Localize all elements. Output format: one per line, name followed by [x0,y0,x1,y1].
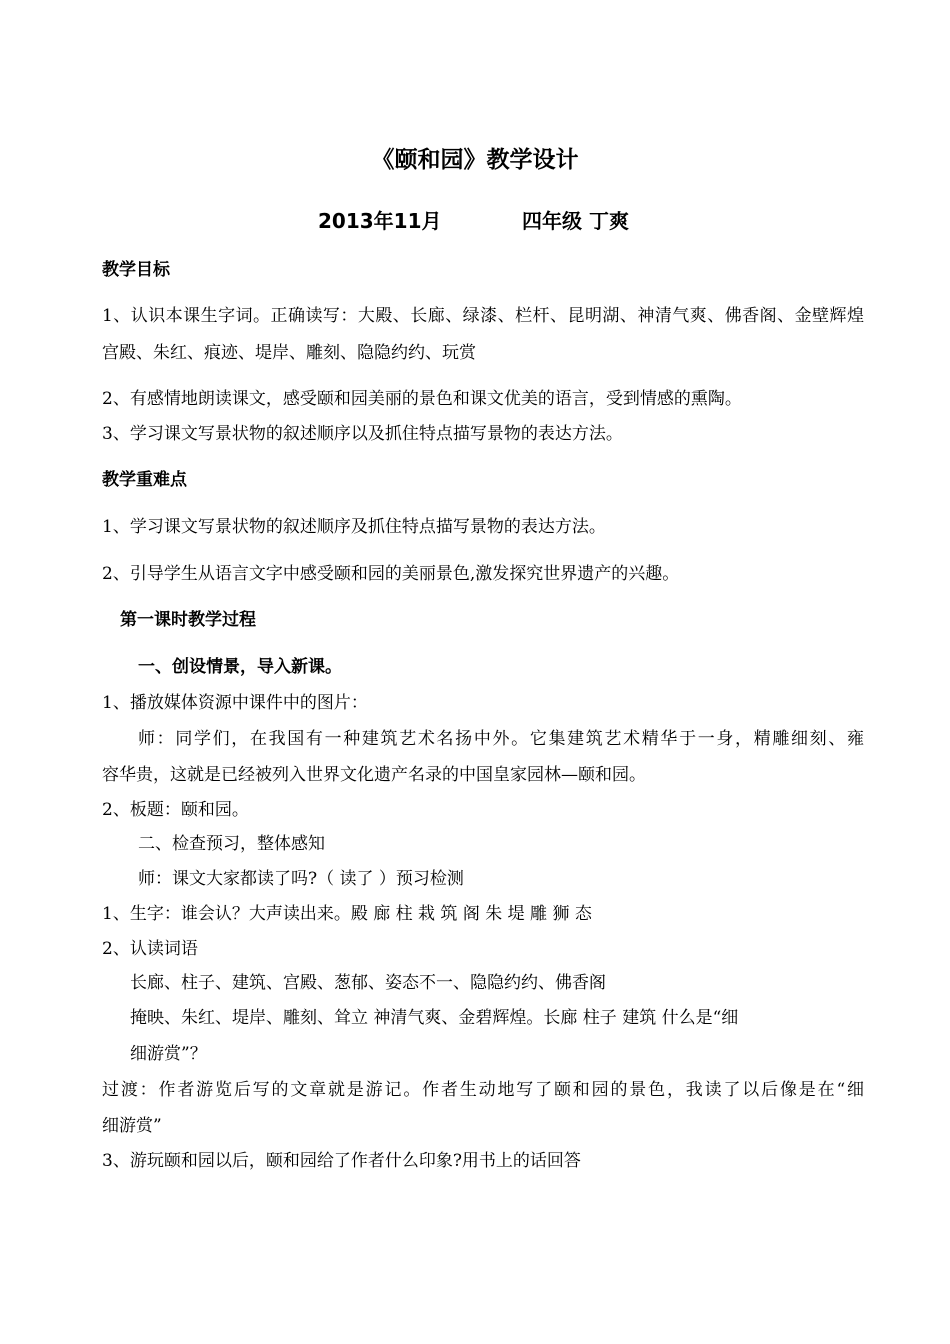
section-2-item-3: 3、游玩颐和园以后，颐和园给了作者什么印象?用书上的话回答 [102,1151,581,1171]
goals-item-1-line-1: 1、认识本课生字词。正确读写：大殿、长廊、绿漆、栏杆、昆明湖、神清气爽、佛香阁、金壁辉煌 [102,306,864,326]
section-1-heading: 一、创设情景，导入新课。 [138,657,342,677]
goals-item-1-line-2: 宫殿、朱红、痕迹、堤岸、雕刻、隐隐约约、玩赏 [102,343,476,363]
document-title: 《颐和园》教学设计 [371,147,579,173]
subtitle-date: 2013年11月 [318,209,442,233]
goals-item-2: 2、有感情地朗读课文，感受颐和园美丽的景色和课文优美的语言，受到情感的熏陶。 [102,389,742,409]
section-2-item-2: 2、认读词语 [102,939,198,959]
section-1-item-2: 2、板题：颐和园。 [102,800,249,820]
keypoints-heading: 教学重难点 [102,470,187,490]
transition-line-1: 过渡：作者游览后写的文章就是游记。作者生动地写了颐和园的景色，我读了以后像是在“细 [102,1080,864,1100]
keypoints-item-2: 2、引导学生从语言文字中感受颐和园的美丽景色,激发探究世界遗产的兴趣。 [102,564,680,584]
section-2-item-1: 1、生字：谁会认？大声读出来。殿 廊 柱 栽 筑 阁 朱 堤 雕 狮 态 [102,904,592,924]
process-heading: 第一课时教学过程 [120,610,256,630]
section-2-heading: 二、检查预习，整体感知 [138,834,325,854]
goals-heading: 教学目标 [102,260,170,280]
section-1-teacher-line-1: 师：同学们，在我国有一种建筑艺术名扬中外。它集建筑艺术精华于一身，精雕细刻、雍 [138,729,864,749]
transition-line-2: 细游赏” [102,1116,162,1136]
words-line-3: 细游赏”？ [130,1044,207,1064]
goals-item-3: 3、学习课文写景状物的叙述顺序以及抓住特点描写景物的表达方法。 [102,424,623,444]
words-line-1: 长廊、柱子、建筑、宫殿、葱郁、姿态不一、隐隐约约、佛香阁 [130,973,606,993]
section-1-teacher-line-2: 容华贵，这就是已经被列入世界文化遗产名录的中国皇家园林—颐和园。 [102,765,646,785]
keypoints-item-1: 1、学习课文写景状物的叙述顺序及抓住特点描写景物的表达方法。 [102,517,606,537]
section-1-item-1: 1、播放媒体资源中课件中的图片： [102,693,368,713]
section-2-teacher: 师：课文大家都读了吗?（ 读了 ）预习检测 [138,869,464,889]
subtitle-grade-author: 四年级 丁爽 [522,209,629,233]
words-line-2: 掩映、朱红、堤岸、雕刻、耸立 神清气爽、金碧辉煌。长廊 柱子 建筑 什么是“细 [130,1008,739,1028]
